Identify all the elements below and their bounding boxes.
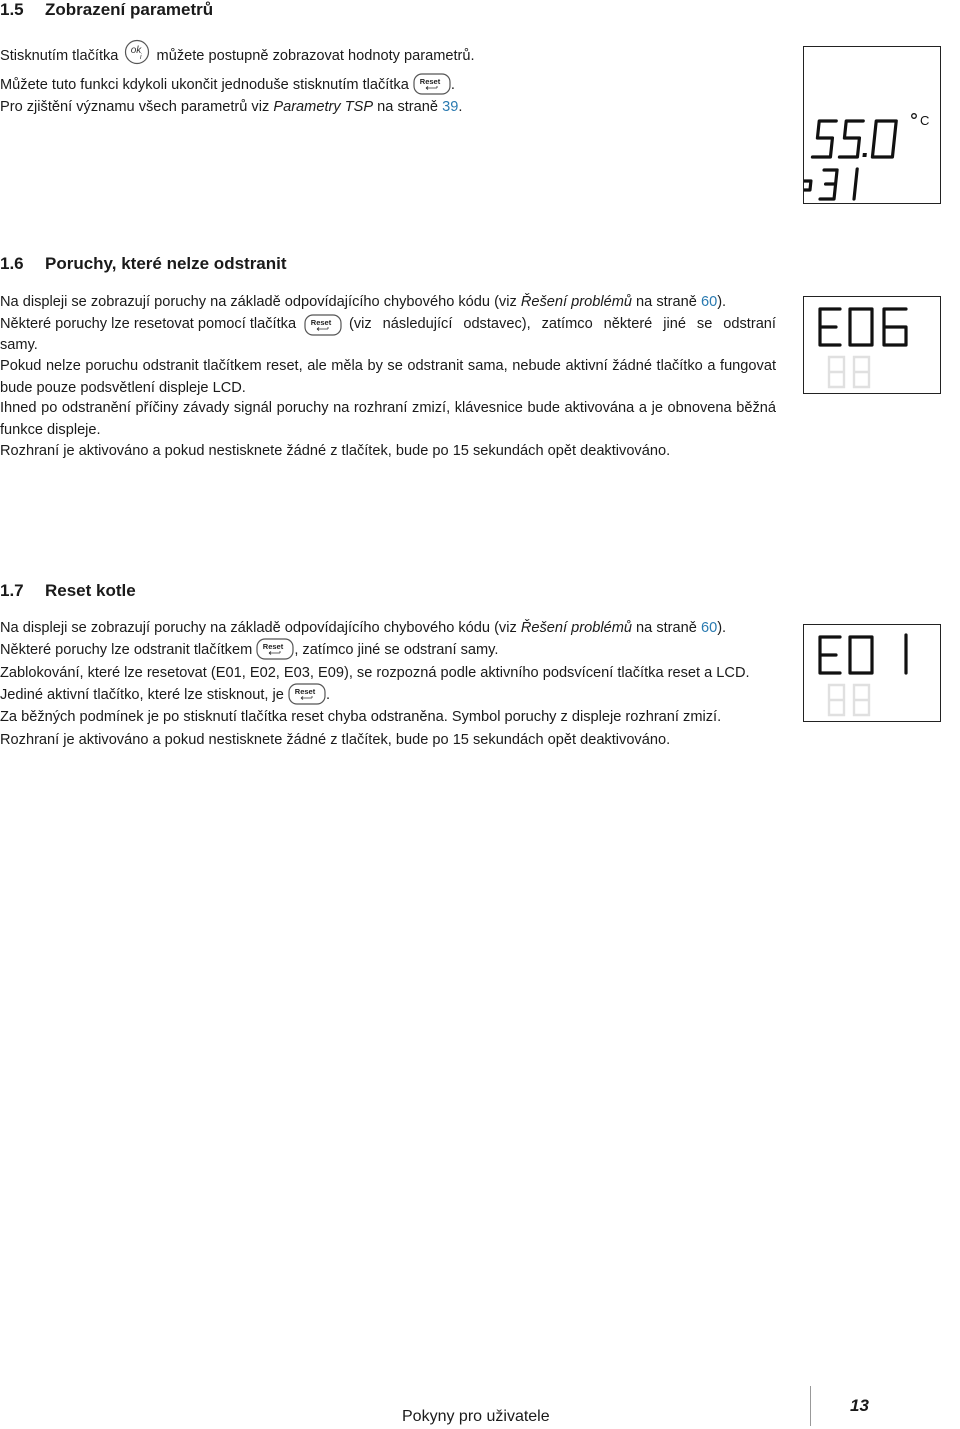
- section-1-5-heading: 1.5 Zobrazení parametrů: [0, 0, 214, 19]
- s16-paragraph-1: Na displeji se zobrazují poruchy na základě odpovídajícího chybového kódu (viz Řešení problémů na straně 60).: [0, 294, 727, 310]
- lcd-display-parameter: [803, 46, 941, 204]
- lcd-e06-graphic: [804, 297, 940, 393]
- s17-paragraph-1: Na displeji se zobrazují poruchy na základě odpovídajícího chybového kódu (viz Řešení problémů na straně 60).: [0, 620, 727, 636]
- s15-line-2: Můžete tuto funkci kdykoli ukončit jednoduše stisknutím tlačítka Reset .: [0, 75, 455, 97]
- footer-title: Pokyny pro uživatele: [402, 1408, 550, 1425]
- lcd-parameter-graphic: [804, 47, 940, 203]
- page-link-60[interactable]: 60: [700, 620, 718, 636]
- svg-text:C: C: [920, 113, 930, 128]
- s17-paragraph-6: Rozhraní je aktivováno a pokud nestisknete žádné z tlačítek, bude po 15 sekundách opět deaktivováno.: [0, 732, 671, 748]
- lcd-e01-graphic: [804, 625, 940, 721]
- svg-text:ok: ok: [131, 45, 142, 57]
- reset-button-icon: [256, 638, 294, 660]
- page-link-39[interactable]: 39: [442, 99, 459, 115]
- footer-divider: [810, 1386, 811, 1426]
- s15-line-3: Pro zjištění významu všech parametrů viz Parametry TSP na straně 39.: [0, 99, 463, 115]
- lcd-display-error-e01: [803, 624, 941, 722]
- svg-text:Reset: Reset: [263, 641, 284, 651]
- parametry-tsp-reference: Parametry TSP: [273, 99, 374, 115]
- section-1-6-heading: 1.6 Poruchy, které nelze odstranit: [0, 254, 287, 273]
- reset-button-icon: [413, 73, 451, 95]
- svg-text:i: i: [140, 54, 143, 62]
- celsius-unit-icon: [912, 113, 930, 128]
- s16-paragraph-2: Některé poruchy lze resetovat pomocí tlačítka Reset (viz následující odstavec), zatímco některé jiné se odstraní: [0, 314, 776, 336]
- s16-paragraph-3: Pokud nelze poruchu odstranit tlačítkem reset, ale měla by se odstranit sama, nebude aktivní žádné tlačítko a fungovat bude pouze podsvětlení displeje LCD.: [0, 358, 776, 396]
- svg-text:Reset: Reset: [419, 76, 441, 86]
- s17-paragraph-2: Některé poruchy lze odstranit tlačítkem Reset , zatímco jiné se odstraní samy.: [0, 640, 498, 662]
- page-link-60[interactable]: 60: [700, 294, 718, 310]
- reset-button-icon: [304, 314, 342, 336]
- reset-button-icon: [288, 683, 326, 705]
- troubleshooting-reference: Řešení problémů: [520, 620, 632, 636]
- svg-text:Reset: Reset: [294, 686, 316, 696]
- s16-paragraph-5: Rozhraní je aktivováno a pokud nestisknete žádné z tlačítek, bude po 15 sekundách opět deaktivováno.: [0, 443, 671, 459]
- s17-paragraph-4: Jediné aktivní tlačítko, které lze stisknout, je Reset .: [0, 685, 330, 707]
- s17-paragraph-5: Za běžných podmínek je po stisknutí tlačítka reset chyba odstraněna. Symbol poruchy z displeje rozhraní zmizí.: [0, 709, 722, 725]
- section-1-7-heading: 1.7 Reset kotle: [0, 581, 136, 600]
- s15-line-1: Stisknutím tlačítka ok i můžete postupně zobrazovat hodnoty parametrů.: [0, 46, 475, 68]
- troubleshooting-reference: Řešení problémů: [520, 294, 632, 310]
- ok-button-icon: [124, 39, 150, 65]
- s16-paragraph-4: Ihned po odstranění příčiny závady signál poruchy na rozhraní zmizí, klávesnice bude aktivována a je obnovena běžná funkce displeje.: [0, 400, 776, 438]
- s16-paragraph-2-cont: samy.: [0, 337, 38, 353]
- lcd-display-error-e06: [803, 296, 941, 394]
- s17-paragraph-3: Zablokování, které lze resetovat (E01, E02, E03, E09), se rozpozná podle aktivního podsvícení tlačítka reset a LCD.: [0, 665, 750, 681]
- page-number: 13: [850, 1396, 869, 1415]
- svg-text:Reset: Reset: [310, 318, 331, 327]
